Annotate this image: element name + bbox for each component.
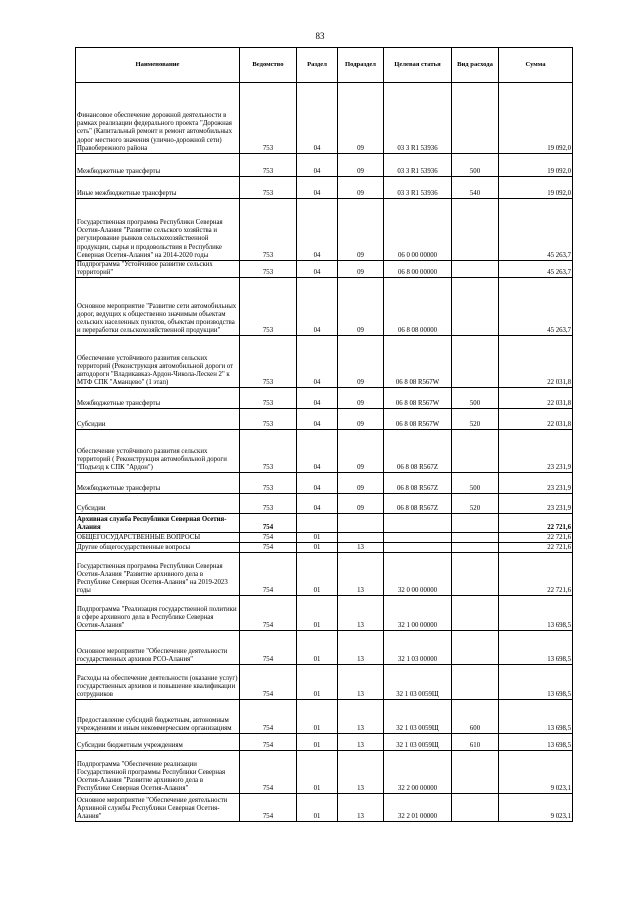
row-section: 04 xyxy=(297,83,338,154)
row-target: 32 1 03 0059Щ xyxy=(384,700,452,734)
row-amount: 13 698,5 xyxy=(499,700,573,734)
row-subsection: 13 xyxy=(338,700,384,734)
table-row xyxy=(76,154,573,177)
row-expense-type: 500 xyxy=(452,388,499,409)
row-name: Субсидии xyxy=(76,494,240,514)
row-section: 04 xyxy=(297,278,338,336)
row-target: 06 8 08 R567Z xyxy=(384,494,452,514)
row-target: 06 8 00 00000 xyxy=(384,261,452,278)
row-name: Субсидии xyxy=(76,409,240,430)
header-row xyxy=(76,48,573,83)
row-expense-type xyxy=(452,631,499,665)
row-target: 32 2 01 00000 xyxy=(384,794,452,822)
row-name: Финансовое обеспечение дорожной деятельности в рамках реализации федерального проекта "Дорожная сеть" (Капитальный ремонт и ремонт автомобильных дорог местного значения (улично-дорожной сети) Правобережного района xyxy=(76,83,240,154)
budget-table xyxy=(75,47,573,822)
row-target xyxy=(384,533,452,543)
row-expense-type xyxy=(452,794,499,822)
row-section: 04 xyxy=(297,473,338,494)
table-row xyxy=(76,533,573,543)
row-department: 753 xyxy=(240,473,297,494)
row-amount: 19 092,0 xyxy=(499,177,573,199)
row-target: 32 2 00 00000 xyxy=(384,751,452,794)
row-target: 06 8 08 00000 xyxy=(384,278,452,336)
row-subsection: 09 xyxy=(338,336,384,388)
row-department: 754 xyxy=(240,596,297,631)
row-section: 01 xyxy=(297,700,338,734)
row-expense-type xyxy=(452,543,499,553)
table-row xyxy=(76,553,573,596)
row-name: Государственная программа Республики Северная Осетия-Алания "Развитие архивного дела в Республике Северная Осетия-Алания" на 2019-2023 годы xyxy=(76,553,240,596)
row-section: 01 xyxy=(297,751,338,794)
header-target: Целевая статья xyxy=(384,48,452,83)
row-section: 04 xyxy=(297,430,338,473)
row-expense-type: 600 xyxy=(452,700,499,734)
row-amount: 9 023,1 xyxy=(499,794,573,822)
row-department: 753 xyxy=(240,177,297,199)
row-subsection: 09 xyxy=(338,409,384,430)
row-subsection: 13 xyxy=(338,734,384,751)
row-expense-type xyxy=(452,665,499,700)
row-department: 754 xyxy=(240,543,297,553)
table-row xyxy=(76,83,573,154)
row-expense-type: 610 xyxy=(452,734,499,751)
row-department: 753 xyxy=(240,494,297,514)
row-department: 754 xyxy=(240,734,297,751)
row-department: 753 xyxy=(240,199,297,261)
row-name: Межбюджетные трансферты xyxy=(76,154,240,177)
row-section: 04 xyxy=(297,199,338,261)
row-amount: 45 263,7 xyxy=(499,199,573,261)
row-section: 04 xyxy=(297,388,338,409)
row-section: 04 xyxy=(297,409,338,430)
row-amount: 13 698,5 xyxy=(499,665,573,700)
row-subsection: 13 xyxy=(338,794,384,822)
row-target: 32 1 03 0059Щ xyxy=(384,734,452,751)
row-department: 754 xyxy=(240,514,297,533)
row-subsection: 09 xyxy=(338,154,384,177)
row-name: Подпрограмма "Реализация государственной политики в сфере архивного дела в Республике Северная Осетия-Алания" xyxy=(76,596,240,631)
row-name: Межбюджетные трансферты xyxy=(76,473,240,494)
row-amount: 13 698,5 xyxy=(499,734,573,751)
row-target: 06 0 00 00000 xyxy=(384,199,452,261)
row-target: 32 0 00 00000 xyxy=(384,553,452,596)
row-section: 04 xyxy=(297,154,338,177)
row-name: Иные межбюджетные трансферты xyxy=(76,177,240,199)
row-expense-type xyxy=(452,336,499,388)
row-expense-type: 520 xyxy=(452,409,499,430)
row-amount: 45 263,7 xyxy=(499,261,573,278)
table-body xyxy=(76,83,573,822)
row-section: 01 xyxy=(297,543,338,553)
table-row xyxy=(76,261,573,278)
header-expense-type: Вид расхода xyxy=(452,48,499,83)
row-amount: 19 092,0 xyxy=(499,154,573,177)
row-subsection: 09 xyxy=(338,473,384,494)
row-subsection: 13 xyxy=(338,665,384,700)
table-row xyxy=(76,430,573,473)
header-amount: Сумма xyxy=(499,48,573,83)
row-department: 753 xyxy=(240,261,297,278)
row-amount: 23 231,9 xyxy=(499,473,573,494)
row-department: 753 xyxy=(240,83,297,154)
row-subsection: 13 xyxy=(338,631,384,665)
row-expense-type xyxy=(452,199,499,261)
row-subsection: 09 xyxy=(338,261,384,278)
row-subsection: 13 xyxy=(338,596,384,631)
row-name: Основное мероприятие "Обеспечение деятельности государственных архивов РСО-Алания" xyxy=(76,631,240,665)
row-target: 06 8 08 R567W xyxy=(384,336,452,388)
row-target: 06 8 08 R567W xyxy=(384,388,452,409)
row-expense-type xyxy=(452,261,499,278)
row-amount: 9 023,1 xyxy=(499,751,573,794)
table-row xyxy=(76,751,573,794)
table-row xyxy=(76,494,573,514)
row-amount: 19 092,0 xyxy=(499,83,573,154)
row-target: 32 1 03 0059Щ xyxy=(384,665,452,700)
row-department: 753 xyxy=(240,430,297,473)
row-section: 04 xyxy=(297,177,338,199)
row-amount: 22 721,6 xyxy=(499,533,573,543)
row-amount: 23 231,9 xyxy=(499,430,573,473)
row-target: 06 8 08 R567Z xyxy=(384,473,452,494)
row-expense-type: 520 xyxy=(452,494,499,514)
row-expense-type: 540 xyxy=(452,177,499,199)
row-department: 754 xyxy=(240,553,297,596)
row-amount: 13 698,5 xyxy=(499,596,573,631)
table-row xyxy=(76,631,573,665)
row-department: 754 xyxy=(240,700,297,734)
row-subsection: 13 xyxy=(338,543,384,553)
row-amount: 22 031,8 xyxy=(499,336,573,388)
row-target xyxy=(384,514,452,533)
row-section: 01 xyxy=(297,553,338,596)
table-row xyxy=(76,665,573,700)
row-amount: 22 721,6 xyxy=(499,543,573,553)
row-department: 754 xyxy=(240,751,297,794)
header-section: Раздел xyxy=(297,48,338,83)
table-row xyxy=(76,177,573,199)
row-subsection xyxy=(338,514,384,533)
row-name: Предоставление субсидий бюджетным, автономным учреждениям и иным некоммерческим организациям xyxy=(76,700,240,734)
row-name: Подпрограмма "Обеспечение реализации Государственной программы Республики Северная Осетия-Алания "Развитие архивного дела в Республике Северная Осетия-Алания" xyxy=(76,751,240,794)
row-section: 04 xyxy=(297,261,338,278)
row-subsection: 13 xyxy=(338,553,384,596)
row-department: 753 xyxy=(240,336,297,388)
row-target: 03 3 R1 53936 xyxy=(384,83,452,154)
row-name: Подпрограмма "Устойчивое развитие сельских территорий" xyxy=(76,261,240,278)
row-section: 01 xyxy=(297,665,338,700)
table-row xyxy=(76,794,573,822)
row-name: Расходы на обеспечение деятельности (оказание услуг) государственных архивов и повышение квалификации сотрудников xyxy=(76,665,240,700)
row-department: 754 xyxy=(240,533,297,543)
row-subsection: 09 xyxy=(338,177,384,199)
row-expense-type xyxy=(452,751,499,794)
row-subsection: 09 xyxy=(338,430,384,473)
row-amount: 22 721,6 xyxy=(499,553,573,596)
row-subsection: 09 xyxy=(338,388,384,409)
row-name: Основное мероприятие "Развитие сети автомобильных дорог, ведущих к общественно значимым объектам сельских населенных пунктов, объектам производства и переработки сельскохозяйственной продукции" xyxy=(76,278,240,336)
header-subsection: Подраздел xyxy=(338,48,384,83)
row-department: 753 xyxy=(240,154,297,177)
row-expense-type xyxy=(452,514,499,533)
header-name: Наименование xyxy=(76,48,240,83)
table-row xyxy=(76,336,573,388)
row-target: 06 8 08 R567W xyxy=(384,409,452,430)
row-department: 754 xyxy=(240,631,297,665)
row-target: 03 3 R1 53936 xyxy=(384,177,452,199)
row-name: Межбюджетные трансферты xyxy=(76,388,240,409)
row-name: Основное мероприятие "Обеспечение деятельности Архивной службы Республики Северная Осетия-Алания" xyxy=(76,794,240,822)
row-expense-type: 500 xyxy=(452,154,499,177)
row-expense-type xyxy=(452,533,499,543)
row-amount: 45 263,7 xyxy=(499,278,573,336)
row-department: 754 xyxy=(240,665,297,700)
row-amount: 22 031,8 xyxy=(499,388,573,409)
row-name: ОБЩЕГОСУДАРСТВЕННЫЕ ВОПРОСЫ xyxy=(76,533,240,543)
row-department: 753 xyxy=(240,278,297,336)
row-subsection xyxy=(338,533,384,543)
row-amount: 23 231,9 xyxy=(499,494,573,514)
row-target: 03 3 R1 53936 xyxy=(384,154,452,177)
row-section: 01 xyxy=(297,631,338,665)
row-name: Архивная служба Республики Северная Осетия-Алания xyxy=(76,514,240,533)
row-amount: 13 698,5 xyxy=(499,631,573,665)
row-target: 06 8 08 R567Z xyxy=(384,430,452,473)
table-row xyxy=(76,278,573,336)
row-name: Другие общегосударственные вопросы xyxy=(76,543,240,553)
table-row xyxy=(76,514,573,533)
row-section: 01 xyxy=(297,596,338,631)
table-row xyxy=(76,409,573,430)
row-subsection: 09 xyxy=(338,83,384,154)
page-number: 83 xyxy=(315,31,325,41)
row-subsection: 09 xyxy=(338,199,384,261)
row-section: 01 xyxy=(297,533,338,543)
row-name: Обеспечение устойчивого развития сельских территорий ( Реконструкция автомобильной дороги "Подъезд к СПК "Ардон") xyxy=(76,430,240,473)
row-expense-type xyxy=(452,83,499,154)
row-target xyxy=(384,543,452,553)
row-expense-type xyxy=(452,430,499,473)
row-department: 753 xyxy=(240,388,297,409)
row-amount: 22 031,8 xyxy=(499,409,573,430)
row-section: 01 xyxy=(297,794,338,822)
row-name: Субсидии бюджетным учреждениям xyxy=(76,734,240,751)
table-row xyxy=(76,734,573,751)
table-row xyxy=(76,388,573,409)
table-row xyxy=(76,199,573,261)
row-subsection: 09 xyxy=(338,278,384,336)
row-section: 04 xyxy=(297,336,338,388)
table-row xyxy=(76,543,573,553)
row-name: Государственная программа Республики Северная Осетия-Алания "Развитие сельского хозяйства и регулирование рынков сельскохозяйственной продукции, сырья и продовольствия в Республике Северная Осетия-Алания" на 2014-2020 годы xyxy=(76,199,240,261)
row-amount: 22 721,6 xyxy=(499,514,573,533)
row-expense-type xyxy=(452,278,499,336)
row-section: 01 xyxy=(297,734,338,751)
row-subsection: 09 xyxy=(338,494,384,514)
row-department: 753 xyxy=(240,409,297,430)
row-subsection: 13 xyxy=(338,751,384,794)
row-department: 754 xyxy=(240,794,297,822)
table-row xyxy=(76,473,573,494)
row-section xyxy=(297,514,338,533)
row-section: 04 xyxy=(297,494,338,514)
row-expense-type xyxy=(452,553,499,596)
row-expense-type xyxy=(452,596,499,631)
header-department: Ведомство xyxy=(240,48,297,83)
row-target: 32 1 00 00000 xyxy=(384,596,452,631)
row-name: Обеспечение устойчивого развития сельских территорий (Реконструкция автомобильной дороги от автодороги "Владикавказ-Ардон-Чикола-Лескен 2" к МТФ СПК "Аманцево" (1 этап) xyxy=(76,336,240,388)
row-expense-type: 500 xyxy=(452,473,499,494)
table-row xyxy=(76,700,573,734)
table-row xyxy=(76,596,573,631)
row-target: 32 1 03 00000 xyxy=(384,631,452,665)
